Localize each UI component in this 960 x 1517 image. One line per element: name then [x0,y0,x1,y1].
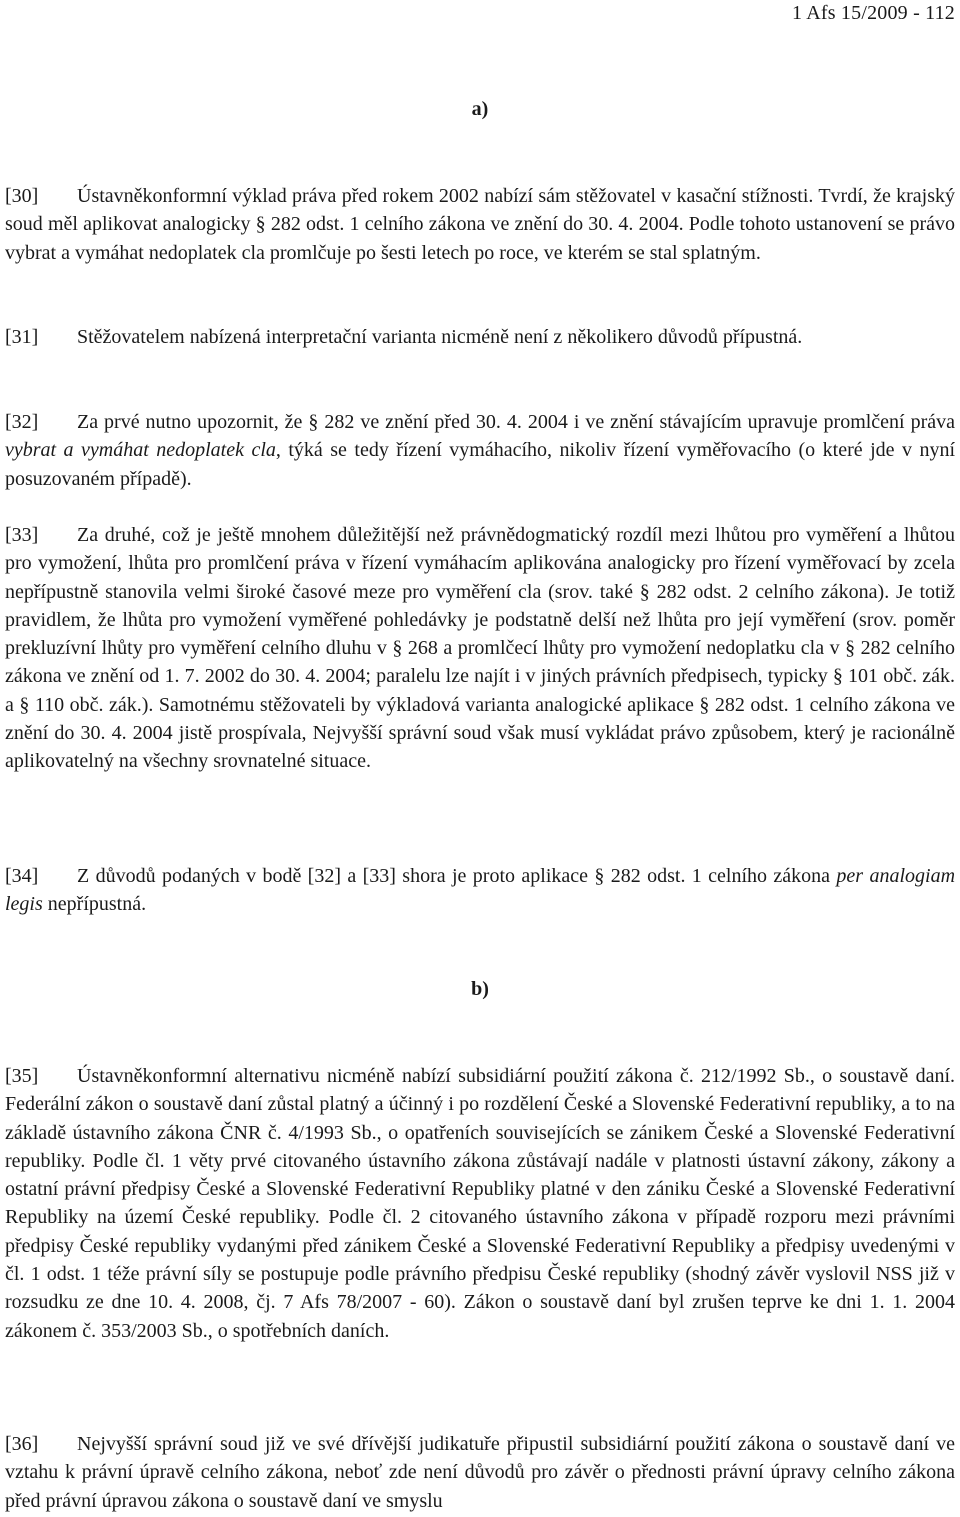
paragraph-number: [34] [5,865,39,887]
paragraph-text: Za druhé, což je ještě mnohem důležitější než právnědogmatický rozdíl mezi lhůtou pro vyměření a lhůtou pro vymožení, lhůta pro promlčení práva v řízení vymáhacím aplikována analogicky pro řízení vyměřovací by zcela nepřípustně stanovila velmi široké časové meze pro vyměření cla (srov. také § 282 odst. 2 celního zákona). Je totiž pravidlem, že lhůta pro vymožení vyměřené pohledávky je podstatně delší než lhůta pro její vyměření (srov. poměr prekluzívní lhůty pro vyměření celního dluhu v § 268 a promlčecí lhůty pro vymožení nedoplatku cla v § 282 celního zákona ve znění od 1. 7. 2002 do 30. 4. 2004; paralelu lze najít i v jiných právních předpisech, typicky § 101 obč. zák. a § 110 obč. zák.). Samotnému stěžovateli by výkladová varianta analogické aplikace § 282 odst. 1 celního zákona ve znění do 30. 4. 2004 jistě prospívala, Nejvyšší správní soud však musí vykládat právo způsobem, který je racionálně aplikovatelný na všechny srovnatelné situace. [5,524,955,773]
paragraph-italic-text: vybrat a vymáhat nedoplatek cla [5,439,276,462]
paragraph-number: [35] [5,1065,39,1087]
paragraph-number: [36] [5,1433,39,1455]
paragraph-text: Ústavněkonformní alternativu nicméně nabízí subsidiární použití zákona č. 212/1992 Sb., o soustavě daní. Federální zákon o soustavě daní zůstal platný a účinný i po rozdělení České a Slovenské Federativní republiky, a to na základě ústavního zákona ČNR č. 4/1993 Sb., o opatřeních souvisejících se zánikem České a Slovenské Federativní republiky. Podle čl. 1 věty prvé citovaného ústavního zákona zůstávají nadále v platnosti ústavní zákony, zákony a ostatní právní předpisy České a Slovenské Federativní Republiky platné v den zániku České a Slovenské Federativní Republiky na území České republiky. Podle čl. 2 citovaného ústavního zákona v případě rozporu mezi právními předpisy České republiky vydanými před zánikem České a Slovenské Federativní Republiky a předpisy uvedenými v čl. 1 odst. 1 téže právní síly se postupuje podle právního předpisu České republiky (shodný závěr vyslovil NSS již v rozsudku ze dne 10. 4. 2008, čj. 7 Afs 78/2007 - 60). Zákon o soustavě daní byl zrušen teprve ke dni 1. 1. 2004 zákonem č. 353/2003 Sb., o spotřebních daních. [5,1065,955,1342]
section-title-a: a) [471,98,489,120]
case-reference: 1 Afs 15/2009 - 112 [791,2,955,24]
paragraph-number: [31] [5,326,39,348]
paragraph-text: nepřípustná. [42,893,147,916]
paragraph-text: Stěžovatelem nabízená interpretační varianta nicméně není z několikero důvodů přípustná. [77,326,803,348]
paragraph-text: Ústavněkonformní výklad práva před rokem 2002 nabízí sám stěžovatel v kasační stížnosti. Tvrdí, že krajský soud měl aplikovat analogicky § 282 odst. 1 celního zákona ve znění do 30. 4. 2004. Podle tohoto ustanovení se právo vybrat a vymáhat nedoplatek cla promlčuje po šesti letech po roce, ve kterém se stal splatným. [5,185,955,264]
paragraph-30 [5,182,955,267]
paragraph-text: Za prvé nutno upozornit, že § 282 ve znění před 30. 4. 2004 i ve znění stávajícím upravuje promlčení práva [77,411,955,433]
paragraph-31 [5,323,955,351]
paragraph-33 [5,521,955,776]
paragraph-number: [30] [5,185,39,207]
paragraph-text: Nejvyšší správní soud již ve své dřívější judikatuře připustil subsidiární použití zákona o soustavě daní ve vztahu k právní úpravě celního zákona, neboť zde není důvodů pro závěr o přednosti právní úpravy celního zákona před právní úpravou zákona o soustavě daní ve smyslu [5,1433,955,1512]
paragraph-number: [33] [5,524,39,546]
paragraph-number: [32] [5,411,39,433]
paragraph-text: Z důvodů podaných v bodě [32] a [33] shora je proto aplikace § 282 odst. 1 celního zákona [77,865,837,887]
paragraph-36 [5,1430,955,1515]
paragraph-italic-text: per analogiam legis [5,865,956,916]
paragraph-35 [5,1062,955,1345]
paragraph-text: , týká se tedy řízení vymáhacího, nikoliv řízení vyměřovacího (o které jde v nyní posuzovaném případě). [5,439,955,490]
paragraph-32 [5,408,955,493]
section-title-b: b) [471,978,489,1000]
paragraph-34 [5,862,955,919]
